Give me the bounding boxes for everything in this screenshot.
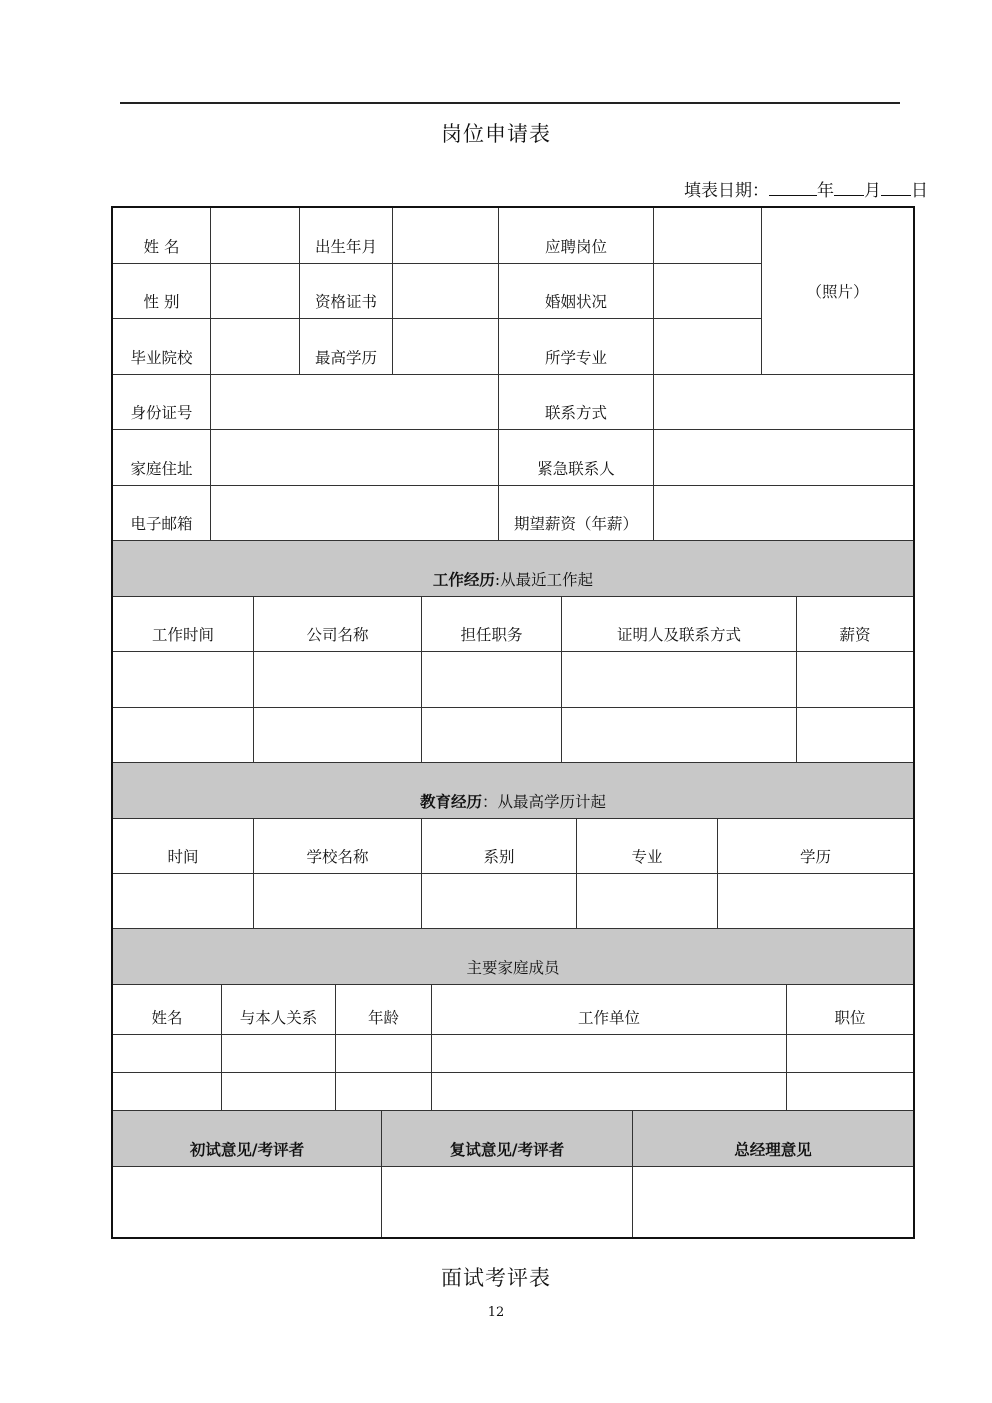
- family-row1-employer[interactable]: [432, 1035, 787, 1073]
- family-row1-name[interactable]: [113, 1035, 222, 1073]
- birth-label: 出生年月: [300, 208, 393, 264]
- education-section-heading: [113, 763, 913, 819]
- header-rule: [120, 102, 900, 104]
- page-number: 12: [487, 1305, 505, 1320]
- birth-field[interactable]: [393, 208, 499, 264]
- family-row1-relation[interactable]: [222, 1035, 336, 1073]
- name-label: 姓 名: [113, 208, 211, 264]
- work-row1-title[interactable]: [422, 652, 562, 708]
- school-label: 毕业院校: [113, 319, 211, 375]
- form-title: 岗位申请表: [441, 122, 551, 146]
- year-blank[interactable]: [769, 179, 817, 196]
- family-row1-position[interactable]: [787, 1035, 913, 1073]
- review-col-second: 复试意见/考评者: [382, 1111, 633, 1167]
- month-blank[interactable]: [834, 179, 864, 196]
- email-field[interactable]: [211, 486, 499, 541]
- gender-label: 性 别: [113, 264, 211, 319]
- work-col-title: 担任职务: [422, 597, 562, 652]
- work-heading-rest: :从最近工作起: [494, 571, 594, 589]
- work-row1-reference[interactable]: [562, 652, 797, 708]
- work-row2-time[interactable]: [113, 708, 254, 763]
- salary-field[interactable]: [654, 486, 913, 541]
- contact-field[interactable]: [654, 375, 913, 430]
- edu-col-time: 时间: [113, 819, 254, 874]
- family-row2-age[interactable]: [336, 1073, 432, 1111]
- family-row2-position[interactable]: [787, 1073, 913, 1111]
- work-col-company: 公司名称: [254, 597, 422, 652]
- day-blank[interactable]: [881, 179, 911, 196]
- edu-row1-school[interactable]: [254, 874, 422, 929]
- work-row2-salary[interactable]: [797, 708, 913, 763]
- name-field[interactable]: [211, 208, 300, 264]
- application-form: [111, 206, 915, 1239]
- marital-label: 婚姻状况: [499, 264, 654, 319]
- work-row1-salary[interactable]: [797, 652, 913, 708]
- work-row1-company[interactable]: [254, 652, 422, 708]
- salary-label: 期望薪资（年薪）: [499, 486, 654, 541]
- major-field[interactable]: [654, 319, 762, 375]
- year-label: 年: [817, 181, 834, 201]
- edu-row1-department[interactable]: [422, 874, 577, 929]
- work-col-salary: 薪资: [797, 597, 913, 652]
- edu-heading-rest: ：从最高学历计起: [482, 793, 607, 811]
- edu-col-school: 学校名称: [254, 819, 422, 874]
- work-row2-title[interactable]: [422, 708, 562, 763]
- work-row2-company[interactable]: [254, 708, 422, 763]
- edu-col-degree: 学历: [718, 819, 913, 874]
- family-row1-age[interactable]: [336, 1035, 432, 1073]
- address-field[interactable]: [211, 430, 499, 486]
- edu-row1-time[interactable]: [113, 874, 254, 929]
- certificate-field[interactable]: [393, 264, 499, 319]
- id-field[interactable]: [211, 375, 499, 430]
- edu-row1-major[interactable]: [577, 874, 718, 929]
- fill-date: [684, 176, 928, 201]
- review-manager-field[interactable]: [633, 1167, 913, 1237]
- family-section-heading: 主要家庭成员: [113, 929, 913, 985]
- day-label: 日: [911, 181, 928, 201]
- emergency-label: 紧急联系人: [499, 430, 654, 486]
- family-row2-name[interactable]: [113, 1073, 222, 1111]
- interview-evaluation-title: 面试考评表: [441, 1266, 551, 1290]
- work-section-heading: [113, 541, 913, 597]
- work-heading-bold: 工作经历: [432, 570, 495, 589]
- review-first-field[interactable]: [113, 1167, 382, 1237]
- work-row2-reference[interactable]: [562, 708, 797, 763]
- photo-box[interactable]: （照片）: [762, 208, 913, 375]
- edu-col-major: 专业: [577, 819, 718, 874]
- review-second-field[interactable]: [382, 1167, 633, 1237]
- email-label: 电子邮箱: [113, 486, 211, 541]
- school-field[interactable]: [211, 319, 300, 375]
- work-col-reference: 证明人及联系方式: [562, 597, 797, 652]
- family-row2-relation[interactable]: [222, 1073, 336, 1111]
- family-col-employer: 工作单位: [432, 985, 787, 1035]
- month-label: 月: [864, 181, 881, 201]
- review-col-first: 初试意见/考评者: [113, 1111, 382, 1167]
- edu-heading-bold: 教育经历: [419, 792, 482, 811]
- position-field[interactable]: [654, 208, 762, 264]
- work-col-time: 工作时间: [113, 597, 254, 652]
- family-col-age: 年龄: [336, 985, 432, 1035]
- major-label: 所学专业: [499, 319, 654, 375]
- id-label: 身份证号: [113, 375, 211, 430]
- education-label: 最高学历: [300, 319, 393, 375]
- gender-field[interactable]: [211, 264, 300, 319]
- contact-label: 联系方式: [499, 375, 654, 430]
- date-label: 填表日期：: [684, 181, 769, 201]
- emergency-field[interactable]: [654, 430, 913, 486]
- family-col-position: 职位: [787, 985, 913, 1035]
- marital-field[interactable]: [654, 264, 762, 319]
- work-row1-time[interactable]: [113, 652, 254, 708]
- certificate-label: 资格证书: [300, 264, 393, 319]
- address-label: 家庭住址: [113, 430, 211, 486]
- edu-row1-degree[interactable]: [718, 874, 913, 929]
- education-field[interactable]: [393, 319, 499, 375]
- review-col-manager: 总经理意见: [633, 1111, 913, 1167]
- family-row2-employer[interactable]: [432, 1073, 787, 1111]
- family-col-relation: 与本人关系: [222, 985, 336, 1035]
- family-col-name: 姓名: [113, 985, 222, 1035]
- position-label: 应聘岗位: [499, 208, 654, 264]
- edu-col-department: 系别: [422, 819, 577, 874]
